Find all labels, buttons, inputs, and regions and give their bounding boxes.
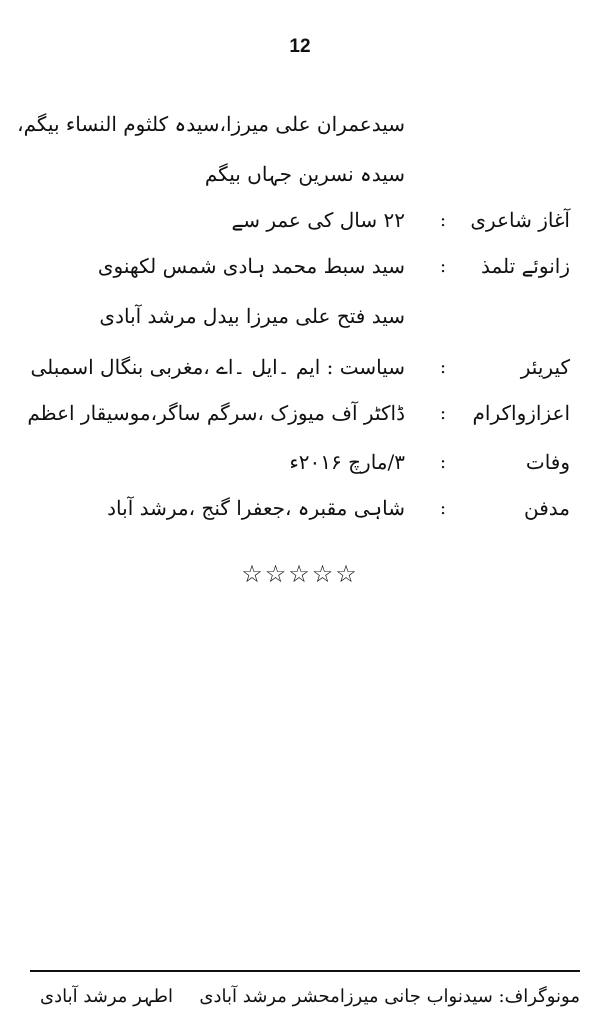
entry-label-career: کیریئر: [520, 355, 570, 379]
entry-label-honors: اعزازواکرام: [472, 401, 570, 425]
entry-value-discipleship-2: سید فتح علی میرزا بیدل مرشد آبادی: [99, 304, 405, 328]
footer-divider: [30, 970, 580, 972]
footer-monograph-title: مونوگراف: سیدنواب جانی میرزامحشر مرشد آبادی: [199, 986, 580, 1007]
entry-colon: :: [440, 498, 447, 519]
entry-colon: :: [440, 210, 447, 231]
entry-label-poetry-start: آغاز شاعری: [470, 208, 570, 232]
entry-value-poetry-start: ۲۲ سال کی عمر سے: [231, 208, 405, 232]
entry-colon: :: [440, 256, 447, 277]
footer-author: اطہر مرشد آبادی: [40, 986, 173, 1007]
entry-label-death: وفات: [525, 450, 570, 474]
intro-line-2: سیدہ نسرین جہاں بیگم: [204, 162, 405, 186]
entry-value-career: سیاست : ایم ۔ایل ۔اے ،مغربی بنگال اسمبلی: [30, 355, 405, 379]
intro-line-1: سیدعمران علی میرزا،سیدہ کلثوم النساء بیگم،: [17, 112, 405, 136]
entry-value-honors: ڈاکٹر آف میوزک ،سرگم ساگر،موسیقار اعظم: [27, 401, 405, 425]
entry-colon: :: [440, 357, 447, 378]
star-divider: ☆☆☆☆☆: [241, 560, 359, 588]
entry-label-burial: مدفن: [524, 496, 570, 520]
entry-colon: :: [440, 452, 447, 473]
entry-value-burial: شاہی مقبرہ ،جعفرا گنج ،مرشد آباد: [107, 496, 405, 520]
entry-value-discipleship: سید سبط محمد ہادی شمس لکھنوی: [97, 254, 405, 278]
page-number: 12: [289, 36, 311, 57]
entry-colon: :: [440, 403, 447, 424]
entry-value-death: ۳/مارچ ۲۰۱۶ء: [289, 450, 405, 474]
entry-label-discipleship: زانوئے تلمذ: [480, 254, 570, 278]
